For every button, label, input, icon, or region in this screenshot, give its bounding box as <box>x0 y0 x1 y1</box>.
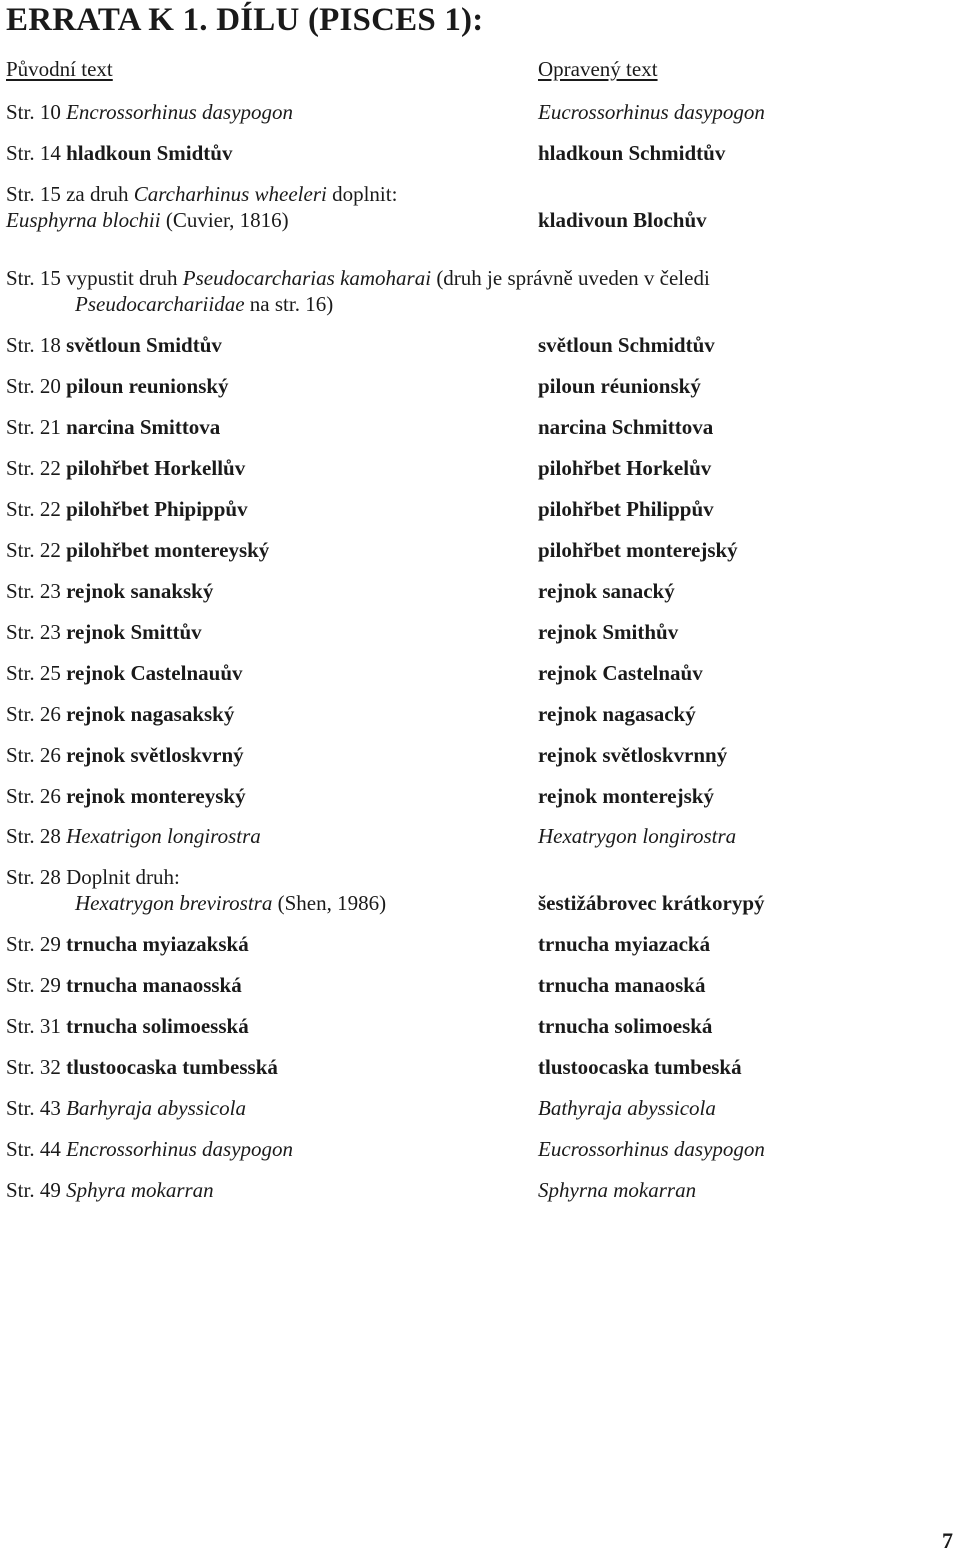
corrected-text-header: Opravený text <box>538 57 658 81</box>
original-entry: pilohřbet Phipippův <box>66 497 248 521</box>
page-ref: Str. 21 <box>6 415 61 439</box>
corrected-entry: rejnok nagasacký <box>538 702 696 726</box>
original-entry: rejnok nagasakský <box>66 702 235 726</box>
original-entry: Encrossorhinus dasypogon <box>66 100 294 124</box>
corrected-entry: Hexatrygon longirostra <box>538 824 737 848</box>
page-ref: Str. 18 <box>6 333 61 357</box>
corrected-entry: trnucha manaoská <box>538 973 706 997</box>
corrected-entry: hladkoun Schmidtův <box>538 141 726 165</box>
page-ref: Str. 26 <box>6 784 61 808</box>
corrected-entry: světloun Schmidtův <box>538 333 715 357</box>
corrected-entry: rejnok světloskvrnný <box>538 743 728 767</box>
original-entry: Hexatrigon longirostra <box>66 824 261 848</box>
original-text: Doplnit druh: <box>66 865 180 889</box>
note-text: (druh je správně uveden v čeledi <box>436 266 710 290</box>
page-ref: Str. 32 <box>6 1055 61 1079</box>
corrected-entry: rejnok sanacký <box>538 579 675 603</box>
original-entry: narcina Smittova <box>66 415 221 439</box>
original-author: (Shen, 1986) <box>277 891 387 915</box>
original-entry: trnucha manaosská <box>66 973 242 997</box>
page-title: ERRATA K 1. DÍLU (PISCES 1): <box>6 2 484 38</box>
corrected-entry: kladivoun Blochův <box>538 208 707 232</box>
original-author: (Cuvier, 1816) <box>165 208 289 232</box>
page-ref: Str. 26 <box>6 702 61 726</box>
page-ref: Str. 25 <box>6 661 61 685</box>
page-ref: Str. 22 <box>6 538 61 562</box>
original-text: doplnit: <box>332 182 398 206</box>
corrected-entry: pilohřbet monterejský <box>538 538 738 562</box>
original-species: Hexatrygon brevirostra <box>75 891 273 915</box>
corrected-entry: piloun réunionský <box>538 374 701 398</box>
original-entry: tlustoocaska tumbesská <box>66 1055 278 1079</box>
original-species: Eusphyrna blochii <box>6 208 161 232</box>
original-text-header: Původní text <box>6 57 113 81</box>
corrected-entry: šestižábrovec krátkorypý <box>538 891 765 915</box>
page-ref: Str. 49 <box>6 1178 61 1202</box>
original-entry: hladkoun Smidtův <box>66 141 233 165</box>
original-text: za druh <box>66 182 129 206</box>
original-entry: piloun reunionský <box>66 374 229 398</box>
page-ref: Str. 28 <box>6 865 61 889</box>
original-entry: Sphyra mokarran <box>66 1178 214 1202</box>
note-species: Pseudocarcharias kamoharai <box>182 266 432 290</box>
original-entry: rejnok montereyský <box>66 784 246 808</box>
page-ref: Str. 26 <box>6 743 61 767</box>
original-entry: trnucha myiazakská <box>66 932 249 956</box>
page-ref: Str. 31 <box>6 1014 61 1038</box>
note-text: na str. 16) <box>249 292 334 316</box>
original-entry: trnucha solimoesská <box>66 1014 249 1038</box>
corrected-entry: tlustoocaska tumbeská <box>538 1055 742 1079</box>
page-ref: Str. 23 <box>6 579 61 603</box>
page-number: 7 <box>942 1528 953 1553</box>
original-entry: rejnok světloskvrný <box>66 743 244 767</box>
corrected-entry: Eucrossorhinus dasypogon <box>538 100 765 124</box>
corrected-entry: Sphyrna mokarran <box>538 1178 697 1202</box>
original-entry: rejnok Smittův <box>66 620 202 644</box>
corrected-entry: rejnok Smithův <box>538 620 679 644</box>
original-entry: Encrossorhinus dasypogon <box>66 1137 294 1161</box>
corrected-entry: Eucrossorhinus dasypogon <box>538 1137 765 1161</box>
original-species: Carcharhinus wheeleri <box>133 182 327 206</box>
original-entry: Barhyraja abyssicola <box>66 1096 246 1120</box>
page-ref: Str. 28 <box>6 824 61 848</box>
corrected-entry: trnucha myiazacká <box>538 932 711 956</box>
page-ref: Str. 22 <box>6 456 61 480</box>
corrected-entry: pilohřbet Horkelův <box>538 456 712 480</box>
corrected-entry: narcina Schmittova <box>538 415 714 439</box>
page-ref: Str. 14 <box>6 141 61 165</box>
page-ref: Str. 29 <box>6 973 61 997</box>
page-ref: Str. 22 <box>6 497 61 521</box>
corrected-entry: rejnok Castelnaův <box>538 661 703 685</box>
original-entry: rejnok Castelnauův <box>66 661 243 685</box>
note-family: Pseudocarchariidae <box>75 292 245 316</box>
original-entry: světloun Smidtův <box>66 333 222 357</box>
page-ref: Str. 44 <box>6 1137 61 1161</box>
corrected-entry: rejnok monterejský <box>538 784 714 808</box>
original-entry: rejnok sanakský <box>66 579 214 603</box>
corrected-entry: pilohřbet Philippův <box>538 497 714 521</box>
page-ref: Str. 15 <box>6 182 61 206</box>
note-text: vypustit druh <box>66 266 178 290</box>
page-ref: Str. 10 <box>6 100 61 124</box>
page-ref: Str. 23 <box>6 620 61 644</box>
original-entry: pilohřbet Horkellův <box>66 456 246 480</box>
page-ref: Str. 20 <box>6 374 61 398</box>
page-ref: Str. 15 <box>6 266 61 290</box>
page-ref: Str. 29 <box>6 932 61 956</box>
corrected-entry: trnucha solimoeská <box>538 1014 713 1038</box>
original-entry: pilohřbet montereyský <box>66 538 270 562</box>
page-ref: Str. 43 <box>6 1096 61 1120</box>
corrected-entry: Bathyraja abyssicola <box>538 1096 716 1120</box>
